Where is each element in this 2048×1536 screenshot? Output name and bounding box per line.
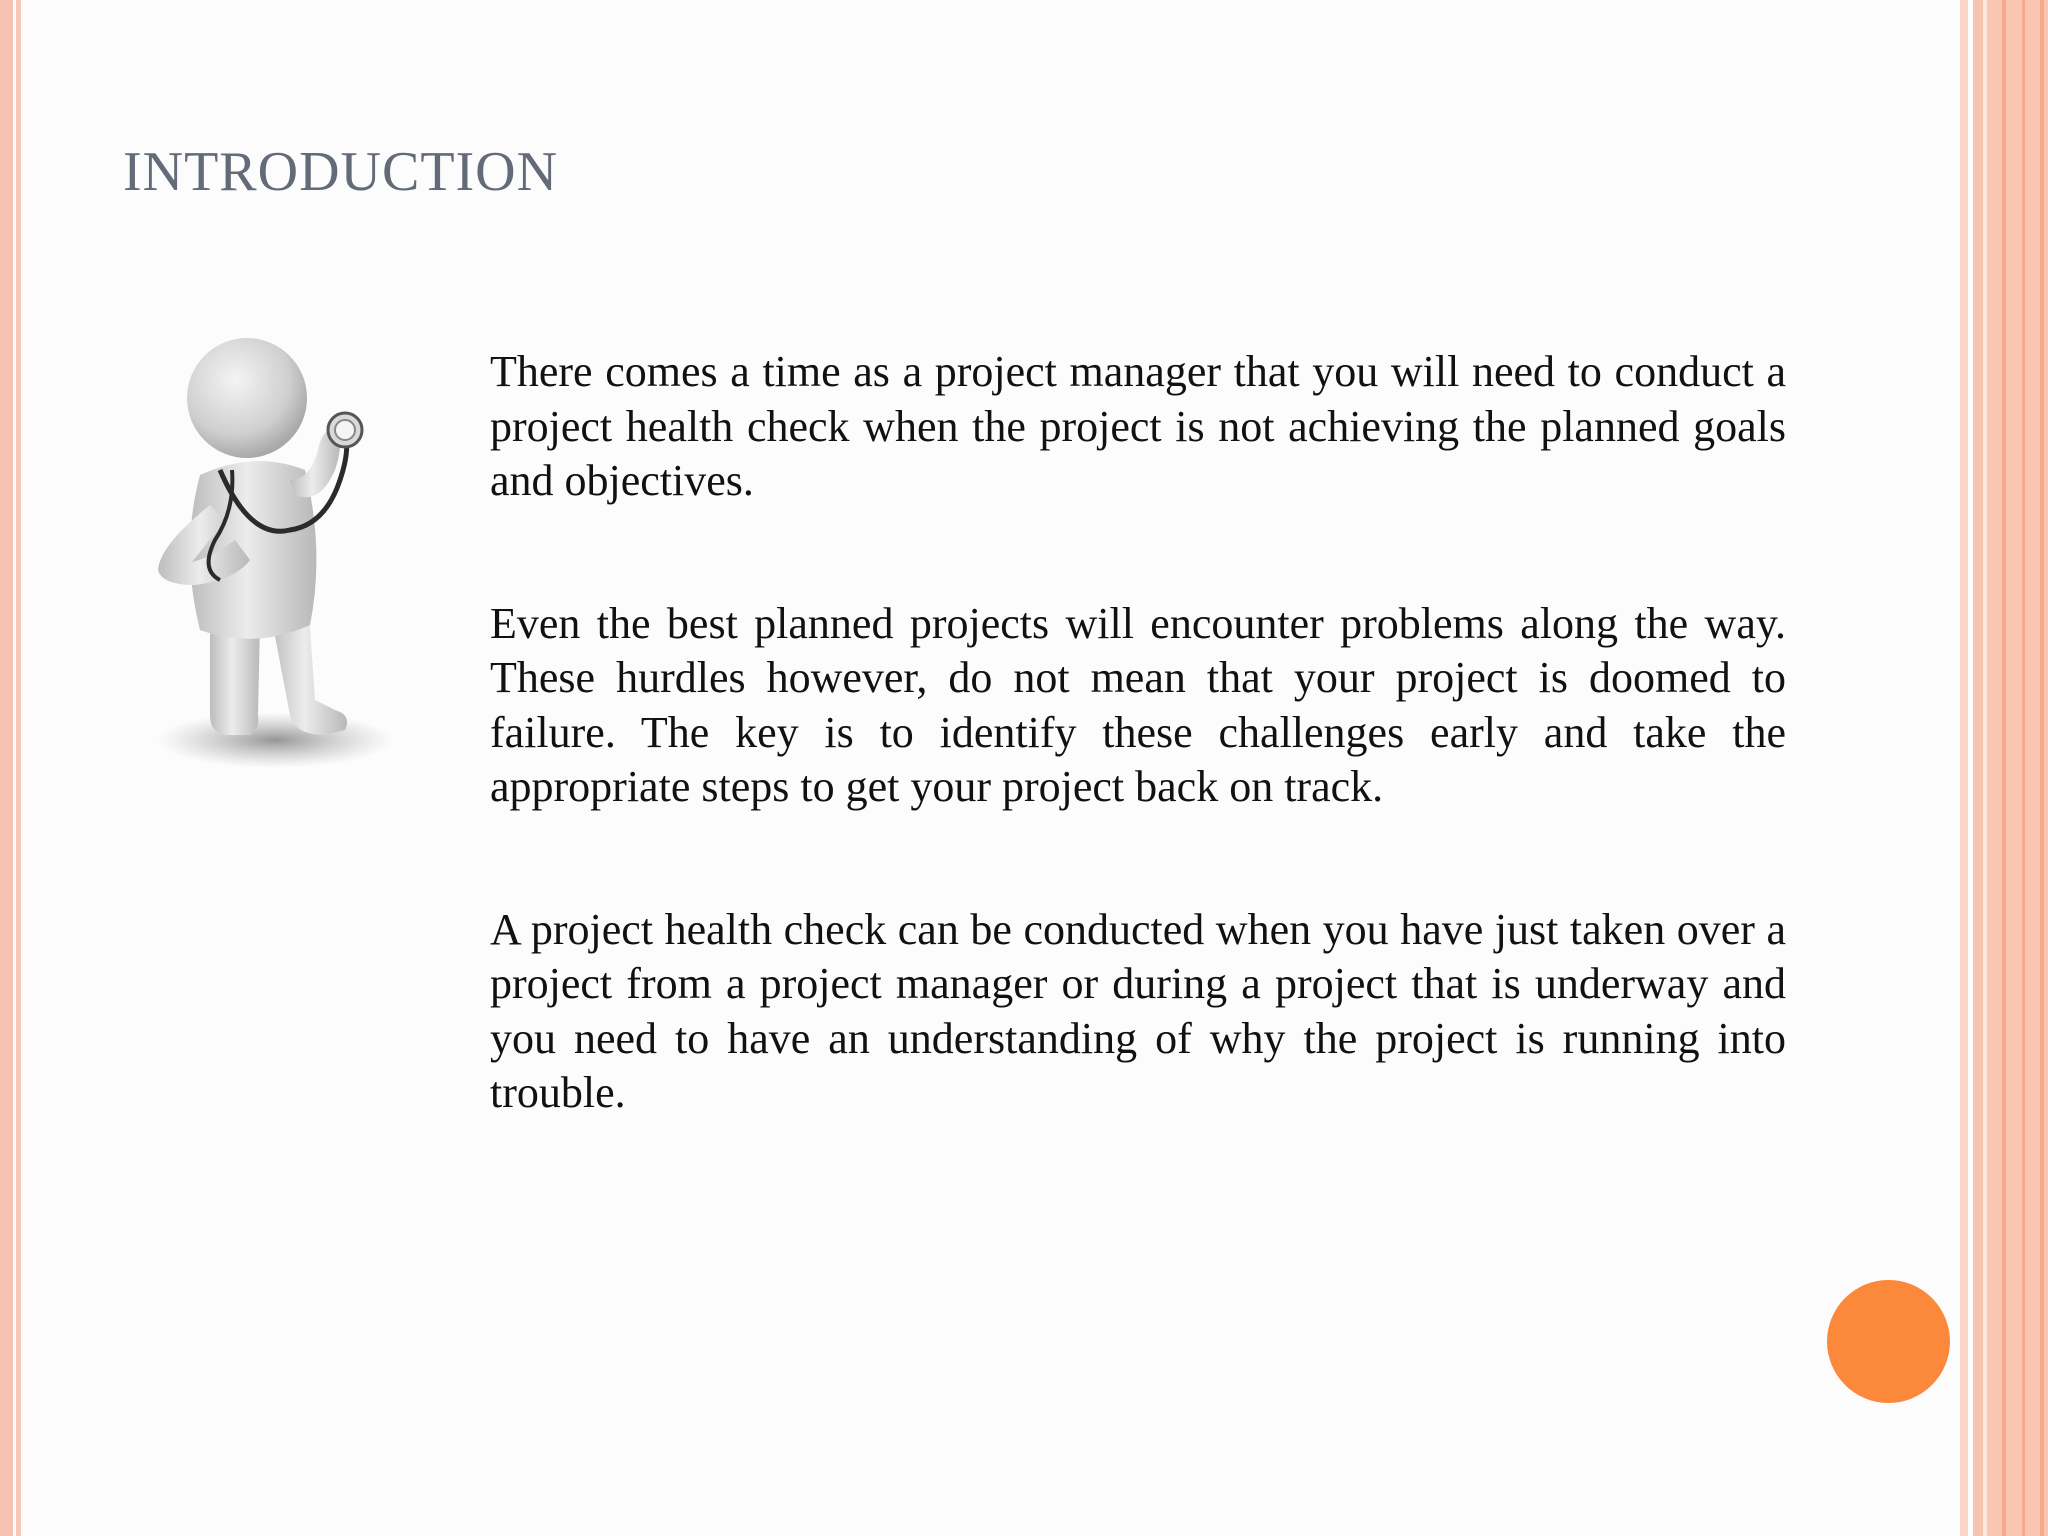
right-border-stripe <box>1973 0 1983 1536</box>
right-border-line <box>2002 0 2006 1536</box>
left-border-stripe <box>0 0 13 1536</box>
right-border-line <box>2022 0 2025 1536</box>
doctor-figure-with-stethoscope-icon <box>140 330 400 780</box>
right-border-line <box>2040 0 2044 1536</box>
left-border-stripe-thin <box>16 0 21 1536</box>
right-border-band <box>1987 0 2048 1536</box>
paragraph-2: Even the best planned projects will encounter problems along the way. These hurdles however, do not mean that your project is doomed to failure. The key is to identify these challenges early and take the appropriate steps to get your project back on track. <box>490 598 1786 811</box>
intro-body <box>490 345 1786 1209</box>
orange-circle-decoration <box>1827 1280 1950 1403</box>
paragraph-3: A project health check can be conducted when you have just taken over a project from a project manager or during a project that is underway and you need to have an understanding of why the project is running into trouble. <box>490 904 1786 1117</box>
right-border-stripe <box>1960 0 1968 1536</box>
paragraph-1: There comes a time as a project manager that you will need to conduct a project health check when the project is not achieving the planned goals and objectives. <box>490 347 1786 505</box>
slide-title: INTRODUCTION <box>123 141 559 203</box>
